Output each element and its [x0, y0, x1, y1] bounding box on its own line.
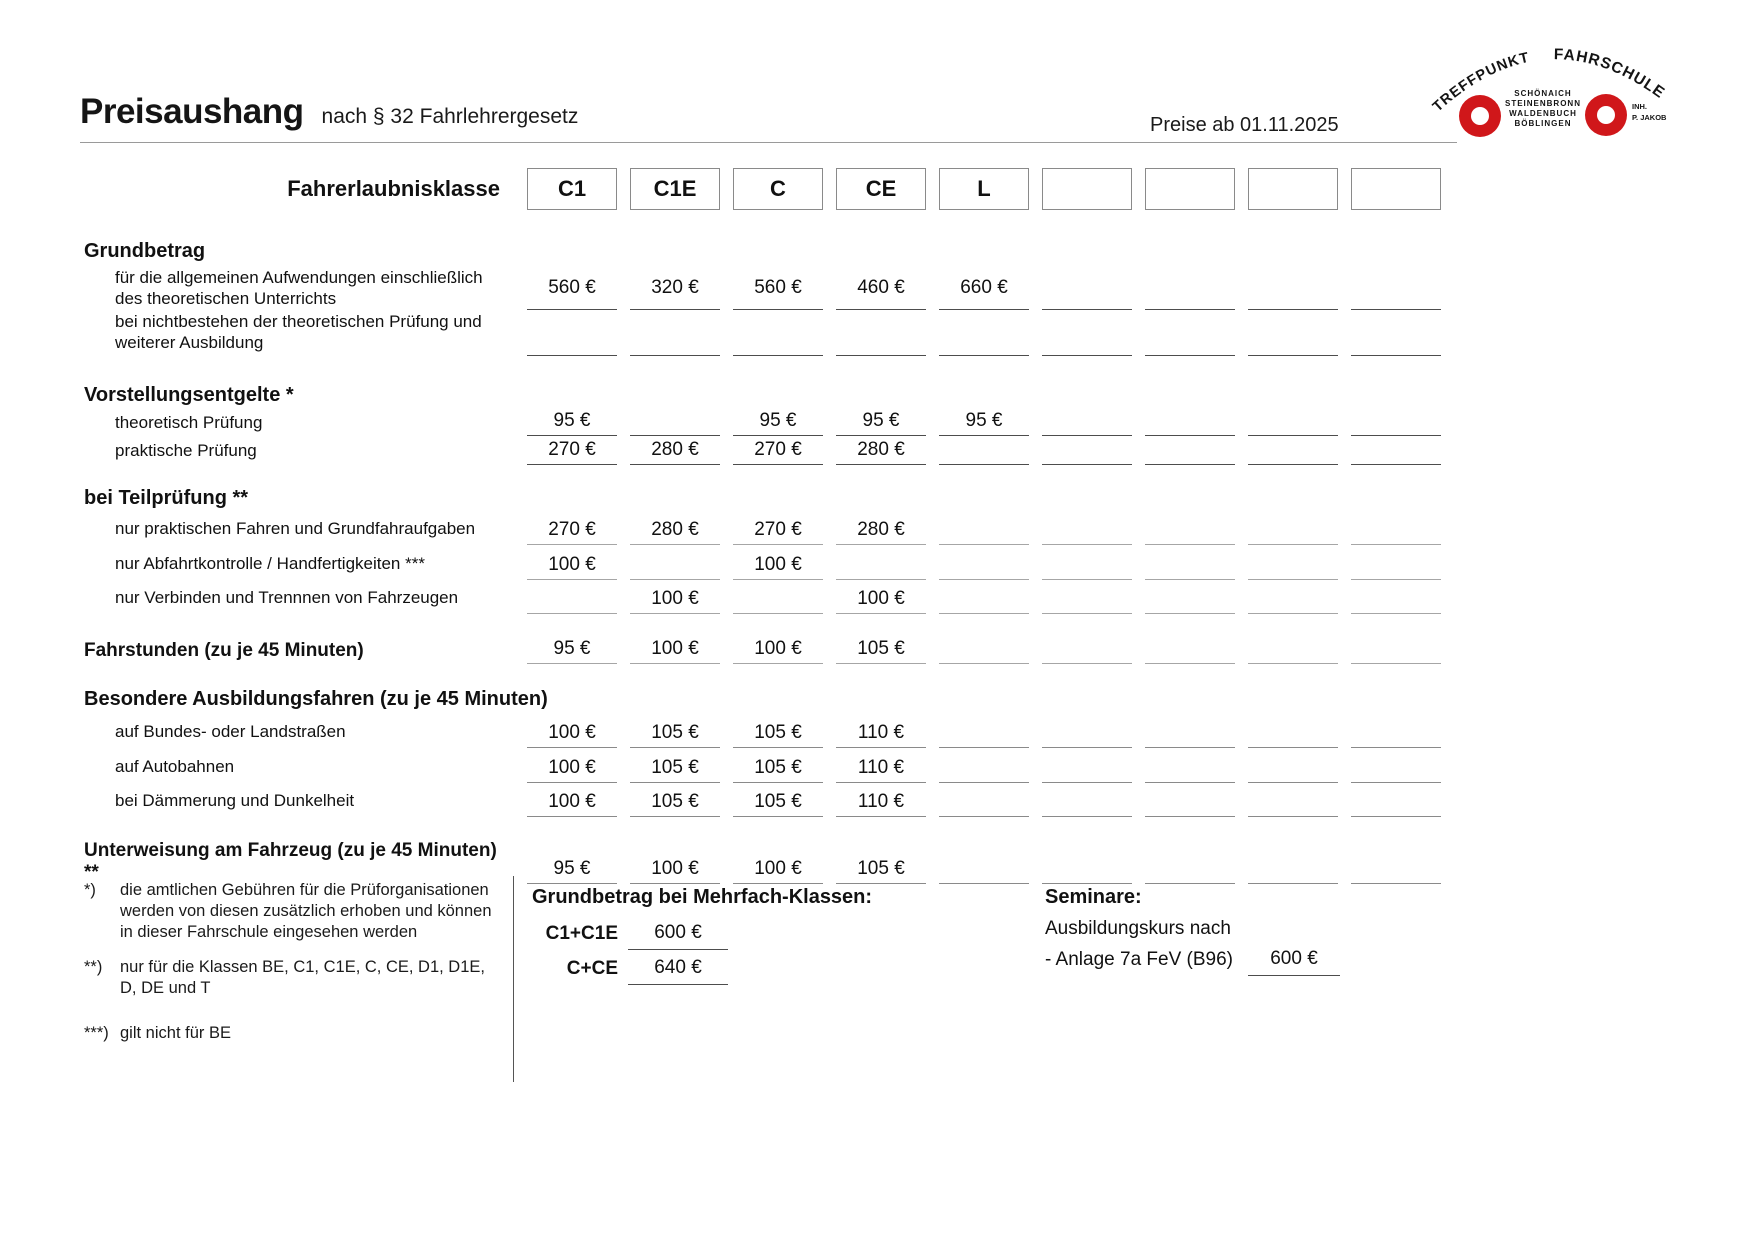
price-cell	[1248, 310, 1338, 356]
logo-owner	[1632, 102, 1667, 122]
class-box-empty	[1351, 168, 1441, 210]
price-cell	[1351, 582, 1441, 614]
price-row	[80, 638, 1455, 664]
price-cell	[1248, 716, 1338, 748]
price-row	[80, 840, 1455, 883]
price-cell	[1248, 410, 1338, 436]
price-cell	[1248, 266, 1338, 310]
svg-text:INH.: INH.	[1632, 102, 1647, 111]
footnote-2	[84, 957, 504, 999]
row-label: theoretisch Prüfung	[115, 412, 263, 432]
price-cell	[1042, 310, 1132, 356]
seminars-heading: Seminare:	[1045, 886, 1142, 908]
logo-circle-right-hole	[1597, 106, 1615, 124]
class-row-label: Fahrerlaubnisklasse	[287, 176, 500, 201]
price-row	[80, 513, 1455, 545]
price-cell	[1145, 438, 1235, 465]
price-cell: 100 €	[630, 840, 720, 884]
footnote-1	[84, 880, 504, 943]
row-label: bei nichtbestehen der theoretischen Prüfung und weiterer Ausbildung	[115, 312, 482, 352]
footnote-2-marker: **)	[84, 958, 103, 976]
arc-text-fahrschule: FAHRSCHULE	[1553, 46, 1669, 103]
price-row	[80, 548, 1455, 580]
price-cell: 110 €	[836, 751, 926, 783]
price-cell: 270 €	[527, 513, 617, 545]
price-cell	[1145, 716, 1235, 748]
price-cell	[1145, 548, 1235, 580]
price-cell	[630, 410, 720, 436]
valid-from-date: Preise ab 01.11.2025	[1150, 114, 1339, 136]
class-box-empty	[1042, 168, 1132, 210]
price-cell: 105 €	[733, 785, 823, 817]
price-cell	[836, 548, 926, 580]
price-cell: 100 €	[527, 548, 617, 580]
price-cell	[1042, 548, 1132, 580]
row-label: nur Abfahrtkontrolle / Handfertigkeiten ***	[115, 553, 425, 573]
class-box: C1E	[630, 168, 720, 210]
logo-circle-left-hole	[1471, 107, 1489, 125]
price-cell	[1351, 548, 1441, 580]
row-label: auf Bundes- oder Landstraßen	[115, 721, 346, 741]
price-cell	[527, 582, 617, 614]
footnote-3-text: gilt nicht für BE	[120, 1024, 231, 1042]
price-row	[80, 438, 1455, 465]
price-cell	[733, 310, 823, 356]
class-box: C1	[527, 168, 617, 210]
price-cell: 95 €	[733, 410, 823, 436]
row-label: auf Autobahnen	[115, 756, 235, 776]
price-cell	[1042, 840, 1132, 884]
price-cell	[1145, 513, 1235, 545]
price-cell	[1248, 840, 1338, 884]
price-cell	[1351, 751, 1441, 783]
price-cell	[1145, 266, 1235, 310]
price-cell	[939, 638, 1029, 664]
class-box: CE	[836, 168, 926, 210]
price-cell: 280 €	[836, 513, 926, 545]
class-box-empty	[1248, 168, 1338, 210]
footnote-1-text: die amtlichen Gebühren für die Prüforganisationen werden von diesen zusätzlich erhoben und können in dieser Fahrschule eingesehen werden	[120, 881, 492, 941]
price-cell: 100 €	[630, 638, 720, 664]
section-heading: Grundbetrag	[84, 240, 206, 262]
footnote-3-marker: ***)	[84, 1024, 109, 1042]
price-cell	[939, 513, 1029, 545]
price-cell: 105 €	[630, 785, 720, 817]
section-heading: bei Teilprüfung **	[84, 487, 249, 509]
fahrschule-logo	[1420, 34, 1670, 146]
price-cell: 460 €	[836, 266, 926, 310]
price-cell	[1351, 266, 1441, 310]
price-cell	[1042, 410, 1132, 436]
price-cell	[1042, 266, 1132, 310]
price-cell	[1042, 716, 1132, 748]
seminars-course-detail: - Anlage 7a FeV (B96)	[1045, 949, 1233, 970]
multi-class-price: 640 €	[628, 952, 728, 985]
multi-class-row	[532, 917, 872, 950]
price-cell	[1145, 840, 1235, 884]
price-cell	[1248, 582, 1338, 614]
price-row	[80, 266, 1455, 310]
price-cell: 100 €	[733, 840, 823, 884]
price-row	[80, 751, 1455, 783]
price-cell	[1351, 716, 1441, 748]
class-box-empty	[1145, 168, 1235, 210]
price-row	[80, 785, 1455, 817]
price-row	[80, 310, 1455, 356]
price-cell: 660 €	[939, 266, 1029, 310]
price-cell: 280 €	[630, 438, 720, 465]
price-cell	[939, 751, 1029, 783]
page-subtitle: nach § 32 Fahrlehrergesetz	[321, 105, 579, 128]
price-cell: 105 €	[733, 751, 823, 783]
price-cell	[1042, 638, 1132, 664]
price-cell	[1145, 638, 1235, 664]
multi-class-block	[532, 886, 872, 985]
price-cell	[1042, 513, 1132, 545]
price-cell: 105 €	[836, 840, 926, 884]
price-cell: 100 €	[527, 751, 617, 783]
price-cell: 100 €	[527, 716, 617, 748]
price-cell	[1248, 438, 1338, 465]
seminars-price: 600 €	[1248, 946, 1340, 976]
seminars-row	[1045, 946, 1340, 976]
price-cell: 105 €	[733, 716, 823, 748]
price-table-body	[80, 240, 1455, 883]
price-cell	[1351, 438, 1441, 465]
seminars-block	[1045, 886, 1340, 976]
price-cell: 320 €	[630, 266, 720, 310]
price-cell: 270 €	[527, 438, 617, 465]
price-cell	[1042, 582, 1132, 614]
price-cell	[939, 582, 1029, 614]
price-cell: 95 €	[939, 410, 1029, 436]
price-cell	[1351, 410, 1441, 436]
price-cell: 95 €	[527, 410, 617, 436]
price-cell	[1351, 785, 1441, 817]
multi-class-label: C1+C1E	[545, 923, 618, 944]
svg-text:P. JAKOB: P. JAKOB	[1632, 113, 1667, 122]
price-row	[80, 716, 1455, 748]
price-cell	[1145, 751, 1235, 783]
price-cell	[939, 840, 1029, 884]
logo-cities	[1505, 89, 1581, 128]
footnote-2-text: nur für die Klassen BE, C1, C1E, C, CE, D1, D1E, D, DE und T	[120, 958, 485, 997]
price-cell	[630, 548, 720, 580]
price-cell	[1042, 785, 1132, 817]
price-cell: 280 €	[630, 513, 720, 545]
price-cell	[1248, 548, 1338, 580]
svg-text:SCHÖNAICH: SCHÖNAICH	[1514, 89, 1572, 98]
seminars-course-line: Ausbildungskurs nach	[1045, 918, 1231, 939]
price-cell	[1145, 582, 1235, 614]
section-heading: Vorstellungsentgelte *	[84, 384, 294, 406]
multi-class-row	[532, 952, 872, 985]
row-label: praktische Prüfung	[115, 441, 257, 461]
row-label: Unterweisung am Fahrzeug (zu je 45 Minuten) **	[84, 840, 497, 883]
price-cell	[1351, 513, 1441, 545]
footnote-1-marker: *)	[84, 881, 96, 899]
price-cell	[836, 310, 926, 356]
price-cell: 110 €	[836, 785, 926, 817]
price-cell	[1042, 438, 1132, 465]
price-cell: 100 €	[733, 548, 823, 580]
multi-class-heading: Grundbetrag bei Mehrfach-Klassen:	[532, 886, 873, 908]
price-cell: 280 €	[836, 438, 926, 465]
price-cell: 105 €	[630, 751, 720, 783]
multi-class-label: C+CE	[566, 958, 618, 979]
price-cell: 100 €	[630, 582, 720, 614]
price-cell	[1351, 840, 1441, 884]
row-label: nur praktischen Fahren und Grundfahraufgaben	[115, 518, 476, 538]
row-label: für die allgemeinen Aufwendungen einschließlich des theoretischen Unterrichts	[115, 268, 483, 308]
class-header-row	[80, 168, 1455, 210]
price-cell	[939, 785, 1029, 817]
svg-text:STEINENBRONN: STEINENBRONN	[1504, 99, 1582, 108]
multi-class-price: 600 €	[628, 917, 728, 950]
price-cell	[939, 716, 1029, 748]
document-header	[80, 92, 578, 132]
price-cell: 95 €	[527, 840, 617, 884]
price-cell: 100 €	[836, 582, 926, 614]
header-divider	[80, 142, 1457, 143]
price-cell: 95 €	[836, 410, 926, 436]
price-cell: 270 €	[733, 513, 823, 545]
price-cell	[1248, 638, 1338, 664]
class-box: C	[733, 168, 823, 210]
price-cell	[1248, 513, 1338, 545]
price-cell	[1042, 751, 1132, 783]
price-cell: 110 €	[836, 716, 926, 748]
section-heading: Besondere Ausbildungsfahren (zu je 45 Minuten)	[84, 688, 548, 710]
arc-text-treffpunkt: TREFFPUNKT	[1429, 49, 1532, 116]
price-cell: 270 €	[733, 438, 823, 465]
footnotes	[84, 880, 504, 1044]
svg-text:BÖBLINGEN: BÖBLINGEN	[1514, 119, 1572, 128]
price-cell: 105 €	[630, 716, 720, 748]
price-cell: 105 €	[836, 638, 926, 664]
price-cell	[939, 548, 1029, 580]
price-cell	[1145, 410, 1235, 436]
price-cell: 560 €	[733, 266, 823, 310]
price-cell	[1351, 638, 1441, 664]
class-box: L	[939, 168, 1029, 210]
row-label: bei Dämmerung und Dunkelheit	[115, 790, 355, 810]
price-row	[80, 582, 1455, 614]
price-cell: 560 €	[527, 266, 617, 310]
price-cell	[1145, 310, 1235, 356]
footnote-3	[84, 1023, 504, 1044]
price-cell	[939, 310, 1029, 356]
bottom-section-divider	[513, 876, 514, 1082]
price-cell	[1351, 310, 1441, 356]
price-cell	[1248, 785, 1338, 817]
price-cell	[733, 582, 823, 614]
price-cell: 100 €	[527, 785, 617, 817]
price-row	[80, 410, 1455, 436]
price-cell	[1248, 751, 1338, 783]
price-cell	[939, 438, 1029, 465]
price-cell: 100 €	[733, 638, 823, 664]
svg-text:WALDENBUCH: WALDENBUCH	[1509, 109, 1577, 118]
price-table	[80, 168, 1455, 883]
page-title: Preisaushang	[80, 92, 304, 131]
row-label: nur Verbinden und Trennnen von Fahrzeugen	[115, 587, 459, 607]
price-cell: 95 €	[527, 638, 617, 664]
row-label: Fahrstunden (zu je 45 Minuten)	[84, 640, 364, 661]
price-cell	[1145, 785, 1235, 817]
price-cell	[527, 310, 617, 356]
price-cell	[630, 310, 720, 356]
